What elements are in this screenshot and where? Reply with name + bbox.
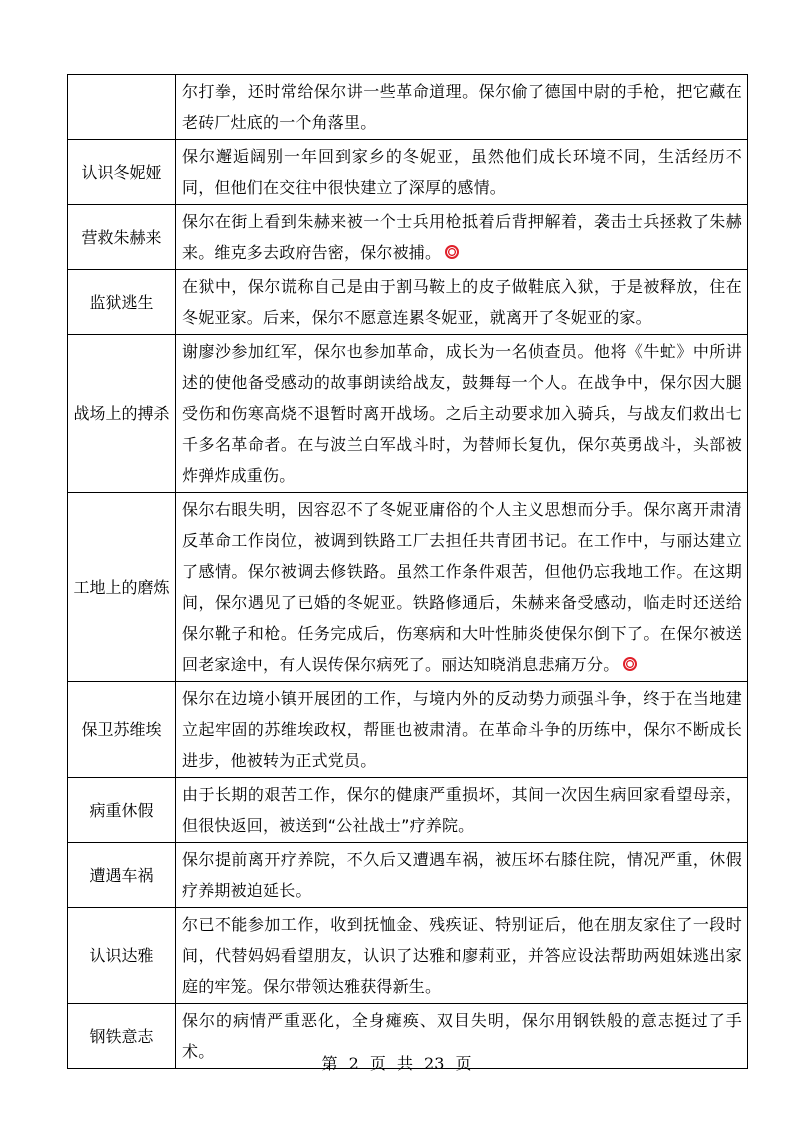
chapter-summary: 保尔提前离开疗养院，不久后又遭遇车祸，被压坏右膝住院，情况严重，休假疗养期被迫延长。: [176, 843, 748, 908]
table-row: [68, 778, 748, 843]
chapter-label: [68, 75, 176, 140]
chapter-summary: 保尔在街上看到朱赫来被一个士兵用枪抵着后背押解着，袭击士兵拯救了朱赫来。维克多去政府告密，保尔被捕。: [176, 205, 748, 270]
chapter-label: 病重休假: [68, 778, 176, 843]
table-row: [68, 493, 748, 682]
chapter-label: 遭遇车祸: [68, 843, 176, 908]
table-row: [68, 270, 748, 335]
table-row: [68, 682, 748, 778]
chapter-label: 钢铁意志: [68, 1004, 176, 1069]
annotation-marker-icon: [623, 657, 637, 671]
table-row: [68, 75, 748, 140]
plot-summary-table: [67, 74, 748, 1069]
table-row: [68, 908, 748, 1004]
chapter-summary: 由于长期的艰苦工作，保尔的健康严重损坏，其间一次因生病回家看望母亲，但很快返回，被送到“公社战士”疗养院。: [176, 778, 748, 843]
page-number-footer: 第 2 页 共 23 页: [321, 1054, 472, 1073]
table-row: [68, 205, 748, 270]
chapter-summary: 尔已不能参加工作，收到抚恤金、残疾证、特别证后，他在朋友家住了一段时间，代替妈妈看望朋友，认识了达雅和廖莉亚，并答应设法帮助两姐妹逃出家庭的牢笼。保尔带领达雅获得新生。: [176, 908, 748, 1004]
chapter-summary: 保尔右眼失明，因容忍不了冬妮亚庸俗的个人主义思想而分手。保尔离开肃清反革命工作岗位，被调到铁路工厂去担任共青团书记。在工作中，与丽达建立了感情。保尔被调去修铁路。虽然工作条件艰苦，但他仍忘我地工作。在这期间，保尔遇见了已婚的冬妮亚。铁路修通后，朱赫来备受感动，临走时还送给保尔靴子和枪。任务完成后，伤寒病和大叶性肺炎使保尔倒下了。在保尔被送回老家途中，有人误传保尔病死了。丽达知晓消息悲痛万分。: [176, 493, 748, 682]
chapter-label: 监狱逃生: [68, 270, 176, 335]
chapter-label: 认识达雅: [68, 908, 176, 1004]
table-row: [68, 843, 748, 908]
chapter-summary: 保尔的病情严重恶化，全身瘫痪、双目失明，保尔用钢铁般的意志挺过了手术。: [176, 1004, 748, 1069]
table-row: [68, 335, 748, 493]
table-row: [68, 140, 748, 205]
chapter-label: 认识冬妮娅: [68, 140, 176, 205]
chapter-summary: 在狱中，保尔谎称自己是由于割马鞍上的皮子做鞋底入狱，于是被释放，住在冬妮亚家。后来，保尔不愿意连累冬妮亚，就离开了冬妮亚的家。: [176, 270, 748, 335]
chapter-summary: 保尔邂逅阔别一年回到家乡的冬妮亚，虽然他们成长环境不同，生活经历不同，但他们在交往中很快建立了深厚的感情。: [176, 140, 748, 205]
chapter-label: 保卫苏维埃: [68, 682, 176, 778]
chapter-summary: 尔打拳，还时常给保尔讲一些革命道理。保尔偷了德国中尉的手枪，把它藏在老砖厂灶底的一个角落里。: [176, 75, 748, 140]
chapter-label: 营救朱赫来: [68, 205, 176, 270]
chapter-summary: 保尔在边境小镇开展团的工作，与境内外的反动势力顽强斗争，终于在当地建立起牢固的苏维埃政权，帮匪也被肃清。在革命斗争的历练中，保尔不断成长进步，他被转为正式党员。: [176, 682, 748, 778]
chapter-label: 战场上的搏杀: [68, 335, 176, 493]
chapter-label: 工地上的磨炼: [68, 493, 176, 682]
annotation-marker-icon: [445, 245, 459, 259]
chapter-summary: 谢廖沙参加红军，保尔也参加革命，成长为一名侦查员。他将《牛虻》中所讲述的使他备受感动的故事朗读给战友，鼓舞每一个人。在战争中，保尔因大腿受伤和伤寒高烧不退暂时离开战场。之后主动要求加入骑兵，与战友们救出七千多名革命者。在与波兰白军战斗时，为替师长复仇，保尔英勇战斗，头部被炸弹炸成重伤。: [176, 335, 748, 493]
